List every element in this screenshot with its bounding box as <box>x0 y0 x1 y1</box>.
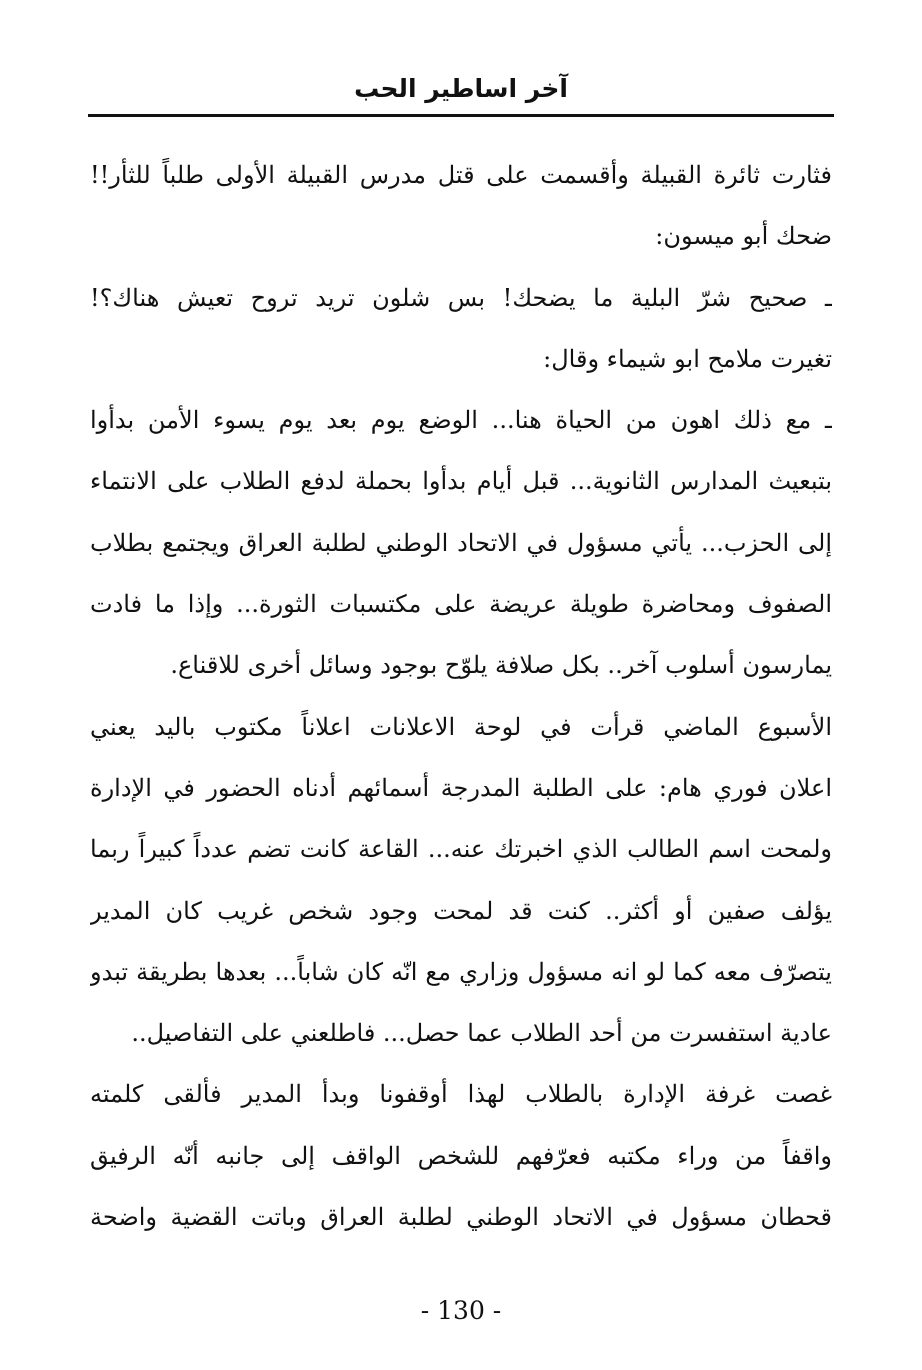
body-text <box>90 145 832 1248</box>
text-line: غصت غرفة الإدارة بالطلاب لهذا أوقفونا وبدأ المدير فألقى كلمته <box>90 1080 832 1109</box>
running-title: آخر اساطير الحب <box>354 74 568 103</box>
page-number: - 130 - <box>420 1296 502 1325</box>
text-line: قحطان مسؤول في الاتحاد الوطني لطلبة العراق وباتت القضية واضحة <box>90 1203 832 1232</box>
text-line: إلى الحزب... يأتي مسؤول في الاتحاد الوطني لطلبة العراق ويجتمع بطلاب <box>90 528 832 557</box>
text-line: يتصرّف معه كما لو انه مسؤول وزاري مع انّه كان شاباً... بعدها بطريقة تبدو <box>90 957 832 986</box>
text-line: اعلان فوري هام: على الطلبة المدرجة أسمائهم أدناه الحضور في الإدارة <box>90 773 832 802</box>
text-line: يؤلف صفين أو أكثر.. كنت قد لمحت وجود شخص غريب كان المدير <box>90 896 832 925</box>
text-line: تغيرت ملامح ابو شيماء وقال: <box>543 344 832 373</box>
text-line: الأسبوع الماضي قرأت في لوحة الاعلانات اعلاناً مكتوب باليد يعني <box>90 712 832 741</box>
text-line: يمارسون أسلوب آخر.. بكل صلافة يلوّح بوجود وسائل أخرى للاقناع. <box>170 651 832 680</box>
text-line: واقفاً من وراء مكتبه فعرّفهم للشخص الواقف إلى جانبه أنّه الرفيق <box>90 1141 832 1170</box>
text-line: ـ مع ذلك اهون من الحياة هنا... الوضع يوم بعد يوم يسوء الأمن بدأوا <box>90 406 832 435</box>
text-line: ولمحت اسم الطالب الذي اخبرتك عنه... القاعة كانت تضم عدداً كبيراً ربما <box>90 835 832 864</box>
text-line: الصفوف ومحاضرة طويلة عريضة على مكتسبات الثورة... وإذا ما فادت <box>90 590 832 619</box>
text-line: بتبعيث المدارس الثانوية... قبل أيام بدأوا بحملة لدفع الطلاب على الانتماء <box>90 467 832 496</box>
text-line: ضحك أبو ميسون: <box>655 222 832 251</box>
text-line: عادية استفسرت من أحد الطلاب عما حصل... فاطلعني على التفاصيل.. <box>131 1019 832 1048</box>
header-rule <box>88 114 834 117</box>
text-line: ـ صحيح شرّ البلية ما يضحك! بس شلون تريد تروح تعيش هناك؟! <box>90 283 832 312</box>
text-line: فثارت ثائرة القبيلة وأقسمت على قتل مدرس القبيلة الأولى طلباً للثأر!! <box>90 161 832 189</box>
